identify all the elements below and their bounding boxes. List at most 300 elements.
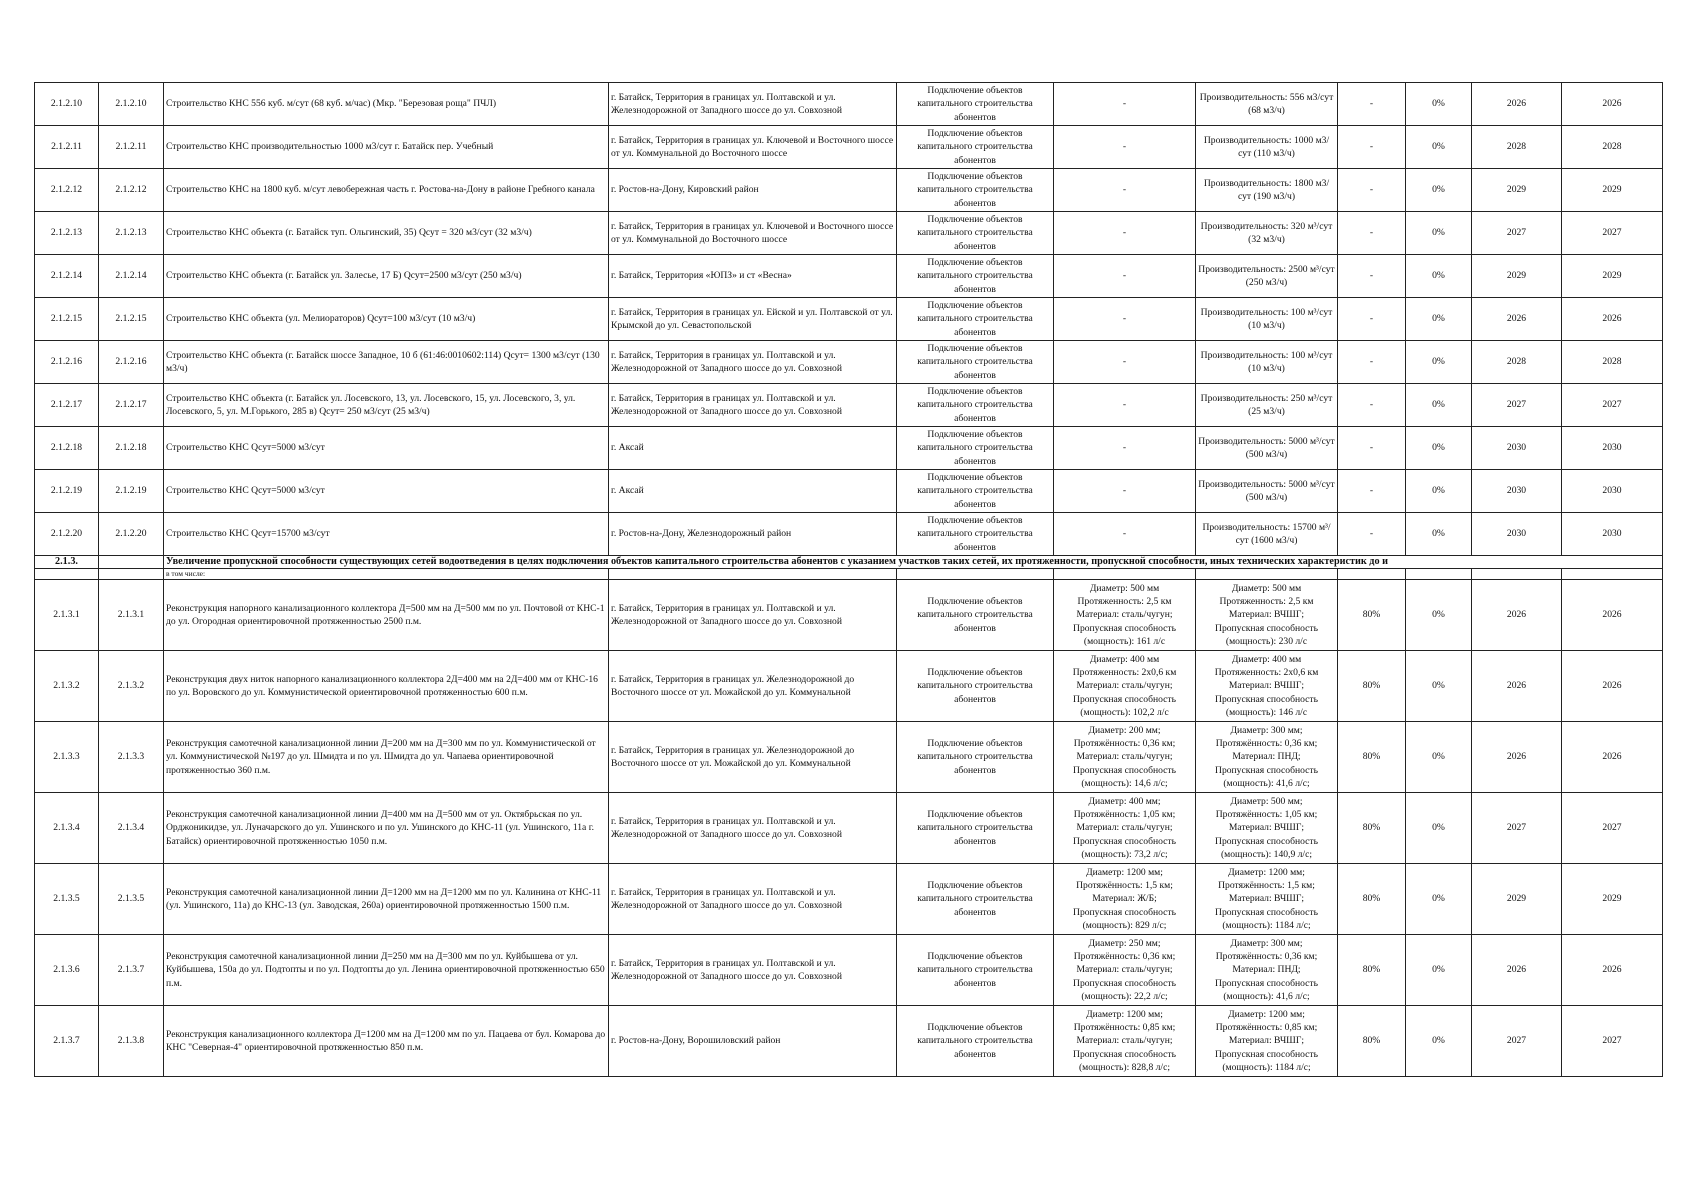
item-year-start: 2029 bbox=[1472, 864, 1562, 935]
item-after-line: Протяжённость: 1,5 км; bbox=[1218, 880, 1315, 892]
item-wear: 80% bbox=[1338, 580, 1406, 651]
item-location: г. Аксай bbox=[609, 470, 897, 513]
item-after-line: Пропускная способность bbox=[1215, 764, 1318, 776]
item-name: Строительство КНС объекта (г. Батайск туп. Ольгинский, 35) Qсут = 320 м3/сут (32 м3/ч) bbox=[164, 212, 609, 255]
item-before-line: Диаметр: 400 мм; bbox=[1088, 795, 1161, 807]
item-location: г. Батайск, Территория в границах ул. Полтавской и ул. Железнодорожной от Западного шоссе до ул. Совхозной bbox=[609, 341, 897, 384]
item-after-line: Диаметр: 500 мм bbox=[1231, 582, 1302, 594]
item-location: г. Батайск, Территория в границах ул. Ключевой и Восточного шоссе от ул. Коммунальной до Восточного шоссе bbox=[609, 126, 897, 169]
table-row bbox=[35, 651, 1663, 722]
item-code: 2.1.2.16 bbox=[99, 341, 164, 384]
section-sub-empty-4 bbox=[897, 569, 1054, 580]
item-purpose: Подключение объектов капитального строительства абонентов bbox=[897, 212, 1054, 255]
item-after-line: (мощность): 146 л/с bbox=[1225, 706, 1308, 718]
item-percent: 0% bbox=[1406, 83, 1472, 126]
item-before-line: Пропускная способность bbox=[1073, 977, 1176, 989]
item-year-start: 2027 bbox=[1472, 1006, 1562, 1077]
item-after-line: (мощность): 1184 л/с; bbox=[1222, 1061, 1311, 1073]
table-row bbox=[35, 341, 1663, 384]
item-before bbox=[1054, 580, 1196, 651]
item-percent: 0% bbox=[1406, 341, 1472, 384]
item-number: 2.1.3.1 bbox=[35, 580, 99, 651]
item-after: Производительность: 2500 м³/сут (250 м3/ч) bbox=[1196, 255, 1338, 298]
item-year-start: 2028 bbox=[1472, 341, 1562, 384]
item-code: 2.1.2.15 bbox=[99, 298, 164, 341]
item-before: - bbox=[1054, 255, 1196, 298]
item-number: 2.1.2.20 bbox=[35, 513, 99, 556]
item-wear: 80% bbox=[1338, 793, 1406, 864]
item-year-start: 2026 bbox=[1472, 651, 1562, 722]
item-code: 2.1.2.17 bbox=[99, 384, 164, 427]
item-before-line: Материал: Ж/Б; bbox=[1092, 893, 1157, 905]
item-before: - bbox=[1054, 83, 1196, 126]
item-percent: 0% bbox=[1406, 1006, 1472, 1077]
section-header bbox=[35, 556, 1663, 580]
item-before-line: Материал: сталь/чугун; bbox=[1076, 609, 1173, 621]
section-sub-empty-1 bbox=[35, 569, 99, 580]
item-wear: 80% bbox=[1338, 864, 1406, 935]
item-year-end: 2027 bbox=[1562, 1006, 1663, 1077]
item-after-line: Материал: ПНД; bbox=[1232, 751, 1301, 763]
table-body-reconstruction bbox=[35, 580, 1663, 1077]
item-before-line: Протяжённость: 0,36 км; bbox=[1073, 951, 1176, 963]
item-year-end: 2026 bbox=[1562, 298, 1663, 341]
item-wear: - bbox=[1338, 298, 1406, 341]
item-before: - bbox=[1054, 427, 1196, 470]
item-year-end: 2026 bbox=[1562, 651, 1663, 722]
item-after-line: Пропускная способность bbox=[1215, 835, 1318, 847]
table-row bbox=[35, 864, 1663, 935]
item-number: 2.1.3.2 bbox=[35, 651, 99, 722]
section-empty-cell bbox=[99, 556, 164, 569]
item-after: Производительность: 5000 м³/сут (500 м3/ч) bbox=[1196, 470, 1338, 513]
item-number: 2.1.3.6 bbox=[35, 935, 99, 1006]
item-after-line: (мощность): 41,6 л/с; bbox=[1223, 990, 1310, 1002]
item-before bbox=[1054, 793, 1196, 864]
item-after-line: Пропускная способность bbox=[1215, 1048, 1318, 1060]
item-before-line: Материал: сталь/чугун; bbox=[1076, 1035, 1173, 1047]
item-before: - bbox=[1054, 212, 1196, 255]
item-after-line: Материал: ВЧШГ; bbox=[1228, 609, 1305, 621]
item-purpose: Подключение объектов капитального строительства абонентов bbox=[897, 169, 1054, 212]
item-before-line: Пропускная способность bbox=[1073, 693, 1176, 705]
item-name: Реконструкция самотечной канализационной линии Д=200 мм на Д=300 мм по ул. Коммунистической от ул. Коммунистической №197 до ул. Шмидта и по ул. Шмидта до ул. Чапаева ориентировочной протяженностью 360 п.м. bbox=[164, 722, 609, 793]
item-percent: 0% bbox=[1406, 126, 1472, 169]
item-after bbox=[1196, 580, 1338, 651]
item-after-line: Диаметр: 500 мм; bbox=[1230, 795, 1303, 807]
item-after-line: Диаметр: 1200 мм; bbox=[1228, 1008, 1305, 1020]
item-before bbox=[1054, 1006, 1196, 1077]
item-code: 2.1.3.2 bbox=[99, 651, 164, 722]
item-percent: 0% bbox=[1406, 864, 1472, 935]
item-after-line: Материал: ВЧШГ; bbox=[1228, 893, 1305, 905]
item-percent: 0% bbox=[1406, 793, 1472, 864]
item-year-end: 2027 bbox=[1562, 793, 1663, 864]
item-name: Строительство КНС объекта (г. Батайск ул. Лосевского, 13, ул. Лосевского, 15, ул. Лосевского, 3, ул. Лосевского, 5, ул. М.Горького, 285 в) Qсут= 250 м3/сут (25 м3/ч) bbox=[164, 384, 609, 427]
item-year-end: 2027 bbox=[1562, 212, 1663, 255]
item-after: Производительность: 15700 м³/сут (1600 м3/ч) bbox=[1196, 513, 1338, 556]
item-before: - bbox=[1054, 513, 1196, 556]
item-location: г. Батайск, Территория в границах ул. Полтавской и ул. Железнодорожной от Западного шоссе до ул. Совхозной bbox=[609, 935, 897, 1006]
item-year-start: 2030 bbox=[1472, 427, 1562, 470]
item-percent: 0% bbox=[1406, 427, 1472, 470]
item-before-line: (мощность): 828,8 л/с; bbox=[1078, 1061, 1171, 1073]
item-before-line: Пропускная способность bbox=[1073, 622, 1176, 634]
item-wear: - bbox=[1338, 341, 1406, 384]
item-location: г. Батайск, Территория в границах ул. Полтавской и ул. Железнодорожной от Западного шоссе до ул. Совхозной bbox=[609, 580, 897, 651]
item-before bbox=[1054, 722, 1196, 793]
item-after-line: Диаметр: 300 мм; bbox=[1230, 937, 1303, 949]
item-purpose: Подключение объектов капитального строительства абонентов bbox=[897, 384, 1054, 427]
item-wear: - bbox=[1338, 470, 1406, 513]
item-before-line: Протяжённость: 0,36 км; bbox=[1073, 738, 1176, 750]
item-purpose: Подключение объектов капитального строительства абонентов bbox=[897, 580, 1054, 651]
item-location: г. Ростов-на-Дону, Железнодорожный район bbox=[609, 513, 897, 556]
item-year-start: 2030 bbox=[1472, 513, 1562, 556]
item-before: - bbox=[1054, 298, 1196, 341]
item-wear: 80% bbox=[1338, 722, 1406, 793]
item-wear: - bbox=[1338, 212, 1406, 255]
item-after-line: Протяжённость: 0,36 км; bbox=[1215, 951, 1318, 963]
item-purpose: Подключение объектов капитального строительства абонентов bbox=[897, 427, 1054, 470]
item-after-line: Диаметр: 1200 мм; bbox=[1228, 866, 1305, 878]
item-wear: - bbox=[1338, 255, 1406, 298]
item-after-line: Протяженность: 2х0,6 км bbox=[1214, 667, 1319, 679]
item-purpose: Подключение объектов капитального строительства абонентов bbox=[897, 83, 1054, 126]
item-wear: - bbox=[1338, 126, 1406, 169]
item-wear: - bbox=[1338, 513, 1406, 556]
item-year-end: 2029 bbox=[1562, 169, 1663, 212]
item-after bbox=[1196, 864, 1338, 935]
item-wear: - bbox=[1338, 427, 1406, 470]
table-row bbox=[35, 580, 1663, 651]
section-sub-empty-9 bbox=[1472, 569, 1562, 580]
item-before-line: Диаметр: 200 мм; bbox=[1088, 724, 1161, 736]
item-purpose: Подключение объектов капитального строительства абонентов bbox=[897, 470, 1054, 513]
item-year-start: 2027 bbox=[1472, 793, 1562, 864]
item-after-line: Диаметр: 400 мм bbox=[1231, 653, 1302, 665]
item-purpose: Подключение объектов капитального строительства абонентов bbox=[897, 255, 1054, 298]
item-before-line: Протяжённость: 1,05 км; bbox=[1073, 809, 1176, 821]
item-name: Строительство КНС объекта (ул. Мелиораторов) Qсут=100 м3/сут (10 м3/ч) bbox=[164, 298, 609, 341]
item-before: - bbox=[1054, 126, 1196, 169]
item-year-end: 2028 bbox=[1562, 126, 1663, 169]
item-after: Производительность: 5000 м³/сут (500 м3/ч) bbox=[1196, 427, 1338, 470]
item-number: 2.1.2.18 bbox=[35, 427, 99, 470]
item-name: Строительство КНС 556 куб. м/сут (68 куб. м/час) (Мкр. "Березовая роща" ПЧЛ) bbox=[164, 83, 609, 126]
item-year-end: 2027 bbox=[1562, 384, 1663, 427]
item-purpose: Подключение объектов капитального строительства абонентов bbox=[897, 341, 1054, 384]
item-before bbox=[1054, 935, 1196, 1006]
item-wear: 80% bbox=[1338, 935, 1406, 1006]
item-after: Производительность: 100 м³/сут (10 м3/ч) bbox=[1196, 341, 1338, 384]
table-row bbox=[35, 513, 1663, 556]
section-sub-empty-10 bbox=[1562, 569, 1663, 580]
item-before-line: Протяженность: 2,5 км bbox=[1077, 596, 1172, 608]
item-before-line: Материал: сталь/чугун; bbox=[1076, 822, 1173, 834]
item-after-line: Материал: ВЧШГ; bbox=[1228, 1035, 1305, 1047]
item-after-line: Материал: ВЧШГ; bbox=[1228, 822, 1305, 834]
item-after-line: Протяженность: 2,5 км bbox=[1219, 596, 1314, 608]
item-name: Строительство КНС Qсут=15700 м3/сут bbox=[164, 513, 609, 556]
item-after-line: (мощность): 41,6 л/с; bbox=[1223, 777, 1310, 789]
item-before: - bbox=[1054, 470, 1196, 513]
item-year-start: 2029 bbox=[1472, 255, 1562, 298]
item-code: 2.1.3.8 bbox=[99, 1006, 164, 1077]
item-percent: 0% bbox=[1406, 651, 1472, 722]
item-before-line: Диаметр: 500 мм bbox=[1089, 582, 1160, 594]
item-year-start: 2026 bbox=[1472, 580, 1562, 651]
item-location: г. Ростов-на-Дону, Кировский район bbox=[609, 169, 897, 212]
item-after bbox=[1196, 722, 1338, 793]
table-body-kns bbox=[35, 83, 1663, 556]
item-year-start: 2030 bbox=[1472, 470, 1562, 513]
item-code: 2.1.3.7 bbox=[99, 935, 164, 1006]
item-location: г. Батайск, Территория «ЮПЗ» и ст «Весна» bbox=[609, 255, 897, 298]
section-subtitle: в том числе: bbox=[164, 569, 609, 580]
item-before-line: (мощность): 14,6 л/с; bbox=[1081, 777, 1168, 789]
item-number: 2.1.2.15 bbox=[35, 298, 99, 341]
item-percent: 0% bbox=[1406, 169, 1472, 212]
item-purpose: Подключение объектов капитального строительства абонентов bbox=[897, 722, 1054, 793]
item-name: Строительство КНС объекта (г. Батайск шоссе Западное, 10 б (61:46:0010602:114) Qсут= 1300 м3/сут (130 м3/ч) bbox=[164, 341, 609, 384]
section-sub-empty-2 bbox=[99, 569, 164, 580]
item-name: Строительство КНС на 1800 куб. м/сут левобережная часть г. Ростова-на-Дону в районе Гребного канала bbox=[164, 169, 609, 212]
item-before-line: Пропускная способность bbox=[1073, 906, 1176, 918]
item-number: 2.1.2.19 bbox=[35, 470, 99, 513]
item-percent: 0% bbox=[1406, 255, 1472, 298]
item-year-start: 2026 bbox=[1472, 83, 1562, 126]
item-name: Строительство КНС Qсут=5000 м3/сут bbox=[164, 470, 609, 513]
item-before-line: Диаметр: 1200 мм; bbox=[1086, 1008, 1163, 1020]
item-before-line: Диаметр: 400 мм bbox=[1089, 653, 1160, 665]
section-sub-empty-6 bbox=[1196, 569, 1338, 580]
item-after: Производительность: 556 м3/сут (68 м3/ч) bbox=[1196, 83, 1338, 126]
item-name: Реконструкция самотечной канализационной линии Д=400 мм на Д=500 мм от ул. Октябрьская по ул. Орджоникидзе, ул. Луначарского до ул. Ушинского и по ул. Ушинского до КНС-11 (ул. Ушинского, 11а г. Батайск) ориентировочной протяженностью 1050 п.м. bbox=[164, 793, 609, 864]
item-location: г. Батайск, Территория в границах ул. Полтавской и ул. Железнодорожной от Западного шоссе до ул. Совхозной bbox=[609, 83, 897, 126]
item-before-line: Диаметр: 250 мм; bbox=[1088, 937, 1161, 949]
item-year-start: 2027 bbox=[1472, 384, 1562, 427]
item-name: Реконструкция двух ниток напорного канализационного коллектора 2Д=400 мм на 2Д=400 мм от КНС-16 по ул. Воровского до ул. Коммунистической ориентировочной протяженностью 600 п.м. bbox=[164, 651, 609, 722]
item-after-line: Пропускная способность bbox=[1215, 622, 1318, 634]
item-before-line: (мощность): 22,2 л/с; bbox=[1081, 990, 1168, 1002]
table-row bbox=[35, 384, 1663, 427]
item-code: 2.1.2.18 bbox=[99, 427, 164, 470]
item-percent: 0% bbox=[1406, 580, 1472, 651]
item-purpose: Подключение объектов капитального строительства абонентов bbox=[897, 793, 1054, 864]
table-row bbox=[35, 83, 1663, 126]
item-number: 2.1.3.5 bbox=[35, 864, 99, 935]
item-code: 2.1.3.5 bbox=[99, 864, 164, 935]
item-name: Реконструкция самотечной канализационной линии Д=250 мм на Д=300 мм по ул. Куйбышева от ул. Куйбышева, 150а до ул. Подтопты и по ул. Подтопты до ул. Ленина ориентировочной протяженностью 650 п.м. bbox=[164, 935, 609, 1006]
item-name: Строительство КНС Qсут=5000 м3/сут bbox=[164, 427, 609, 470]
item-after-line: Пропускная способность bbox=[1215, 693, 1318, 705]
item-after: Производительность: 100 м³/сут (10 м3/ч) bbox=[1196, 298, 1338, 341]
document-sheet bbox=[34, 82, 1662, 1077]
item-percent: 0% bbox=[1406, 298, 1472, 341]
item-number: 2.1.2.16 bbox=[35, 341, 99, 384]
item-after-line: Пропускная способность bbox=[1215, 906, 1318, 918]
item-before: - bbox=[1054, 169, 1196, 212]
item-year-end: 2026 bbox=[1562, 580, 1663, 651]
item-after bbox=[1196, 935, 1338, 1006]
item-year-end: 2028 bbox=[1562, 341, 1663, 384]
item-after-line: Материал: ВЧШГ; bbox=[1228, 680, 1305, 692]
item-year-end: 2026 bbox=[1562, 935, 1663, 1006]
item-location: г. Аксай bbox=[609, 427, 897, 470]
item-code: 2.1.2.14 bbox=[99, 255, 164, 298]
item-before-line: Материал: сталь/чугун; bbox=[1076, 964, 1173, 976]
item-number: 2.1.2.13 bbox=[35, 212, 99, 255]
table-row bbox=[35, 722, 1663, 793]
item-year-end: 2029 bbox=[1562, 255, 1663, 298]
item-location: г. Батайск, Территория в границах ул. Полтавской и ул. Железнодорожной от Западного шоссе до ул. Совхозной bbox=[609, 864, 897, 935]
item-year-end: 2026 bbox=[1562, 83, 1663, 126]
item-code: 2.1.2.11 bbox=[99, 126, 164, 169]
item-purpose: Подключение объектов капитального строительства абонентов bbox=[897, 298, 1054, 341]
item-before-line: Протяжённость: 1,5 км; bbox=[1076, 880, 1173, 892]
item-year-start: 2029 bbox=[1472, 169, 1562, 212]
item-before-line: Протяжённость: 0,85 км; bbox=[1073, 1022, 1176, 1034]
item-after: Производительность: 1000 м3/сут (110 м3/ч) bbox=[1196, 126, 1338, 169]
item-before-line: (мощность): 102,2 л/с bbox=[1080, 706, 1169, 718]
item-year-end: 2030 bbox=[1562, 513, 1663, 556]
item-before-line: Пропускная способность bbox=[1073, 835, 1176, 847]
item-purpose: Подключение объектов капитального строительства абонентов bbox=[897, 935, 1054, 1006]
item-year-start: 2026 bbox=[1472, 935, 1562, 1006]
item-after-line: (мощность): 140,9 л/с; bbox=[1220, 848, 1313, 860]
item-after-line: Материал: ПНД; bbox=[1232, 964, 1301, 976]
item-year-end: 2029 bbox=[1562, 864, 1663, 935]
item-after bbox=[1196, 1006, 1338, 1077]
item-location: г. Ростов-на-Дону, Ворошиловский район bbox=[609, 1006, 897, 1077]
item-wear: - bbox=[1338, 169, 1406, 212]
item-purpose: Подключение объектов капитального строительства абонентов bbox=[897, 651, 1054, 722]
item-code: 2.1.2.12 bbox=[99, 169, 164, 212]
section-sub-empty-8 bbox=[1406, 569, 1472, 580]
table-row bbox=[35, 427, 1663, 470]
item-wear: - bbox=[1338, 384, 1406, 427]
item-location: г. Батайск, Территория в границах ул. Полтавской и ул. Железнодорожной от Западного шоссе до ул. Совхозной bbox=[609, 384, 897, 427]
item-number: 2.1.3.4 bbox=[35, 793, 99, 864]
item-after-line: Протяжённость: 1,05 км; bbox=[1215, 809, 1318, 821]
item-percent: 0% bbox=[1406, 722, 1472, 793]
item-year-end: 2030 bbox=[1562, 427, 1663, 470]
item-number: 2.1.3.3 bbox=[35, 722, 99, 793]
item-wear: 80% bbox=[1338, 1006, 1406, 1077]
item-code: 2.1.3.3 bbox=[99, 722, 164, 793]
item-name: Строительство КНС производительностью 1000 м3/сут г. Батайск пер. Учебный bbox=[164, 126, 609, 169]
item-code: 2.1.3.1 bbox=[99, 580, 164, 651]
item-percent: 0% bbox=[1406, 513, 1472, 556]
item-location: г. Батайск, Территория в границах ул. Железнодорожной до Восточного шоссе от ул. Можайской до ул. Коммунальной bbox=[609, 651, 897, 722]
item-purpose: Подключение объектов капитального строительства абонентов bbox=[897, 126, 1054, 169]
section-sub-empty-7 bbox=[1338, 569, 1406, 580]
section-title: Увеличение пропускной способности существующих сетей водоотведения в целях подключения объектов капитального строительства абонентов с указанием участков таких сетей, их протяженности, пропускной способности, иных технических характеристик до и bbox=[164, 556, 1663, 569]
item-percent: 0% bbox=[1406, 935, 1472, 1006]
item-before-line: Материал: сталь/чугун; bbox=[1076, 680, 1173, 692]
item-after-line: Пропускная способность bbox=[1215, 977, 1318, 989]
item-purpose: Подключение объектов капитального строительства абонентов bbox=[897, 864, 1054, 935]
section-code: 2.1.3. bbox=[35, 556, 99, 569]
item-purpose: Подключение объектов капитального строительства абонентов bbox=[897, 1006, 1054, 1077]
item-before-line: Пропускная способность bbox=[1073, 764, 1176, 776]
item-number: 2.1.2.12 bbox=[35, 169, 99, 212]
table-row bbox=[35, 255, 1663, 298]
item-year-start: 2026 bbox=[1472, 298, 1562, 341]
item-after bbox=[1196, 793, 1338, 864]
item-after-line: Диаметр: 300 мм; bbox=[1230, 724, 1303, 736]
item-after-line: (мощность): 1184 л/с; bbox=[1222, 919, 1311, 931]
item-year-start: 2027 bbox=[1472, 212, 1562, 255]
section-sub-empty-5 bbox=[1054, 569, 1196, 580]
item-after: Производительность: 320 м³/сут (32 м3/ч) bbox=[1196, 212, 1338, 255]
item-percent: 0% bbox=[1406, 212, 1472, 255]
item-after: Производительность: 1800 м3/сут (190 м3/ч) bbox=[1196, 169, 1338, 212]
item-location: г. Батайск, Территория в границах ул. Полтавской и ул. Железнодорожной от Западного шоссе до ул. Совхозной bbox=[609, 793, 897, 864]
table-row bbox=[35, 1006, 1663, 1077]
item-name: Реконструкция напорного канализационного коллектора Д=500 мм на Д=500 мм по ул. Почтовой от КНС-1 до ул. Огородная ориентировочной протяженностью 2500 п.м. bbox=[164, 580, 609, 651]
item-after bbox=[1196, 651, 1338, 722]
table-row bbox=[35, 793, 1663, 864]
section-sub-empty-3 bbox=[609, 569, 897, 580]
item-code: 2.1.2.19 bbox=[99, 470, 164, 513]
item-before bbox=[1054, 651, 1196, 722]
item-before-line: Пропускная способность bbox=[1073, 1048, 1176, 1060]
table-row bbox=[35, 298, 1663, 341]
item-year-end: 2026 bbox=[1562, 722, 1663, 793]
item-year-start: 2028 bbox=[1472, 126, 1562, 169]
item-year-end: 2030 bbox=[1562, 470, 1663, 513]
item-number: 2.1.3.7 bbox=[35, 1006, 99, 1077]
table-row bbox=[35, 935, 1663, 1006]
item-code: 2.1.2.20 bbox=[99, 513, 164, 556]
item-location: г. Батайск, Территория в границах ул. Ключевой и Восточного шоссе от ул. Коммунальной до Восточного шоссе bbox=[609, 212, 897, 255]
table-row bbox=[35, 126, 1663, 169]
item-number: 2.1.2.10 bbox=[35, 83, 99, 126]
item-name: Реконструкция самотечной канализационной линии Д=1200 мм на Д=1200 мм по ул. Калинина от КНС-11 (ул. Ушинского, 11а) до КНС-13 (ул. Заводская, 260а) ориентировочной протяженностью 1500 п.м. bbox=[164, 864, 609, 935]
item-before: - bbox=[1054, 341, 1196, 384]
item-number: 2.1.2.17 bbox=[35, 384, 99, 427]
item-before-line: (мощность): 161 л/с bbox=[1083, 635, 1166, 647]
item-after-line: Протяжённость: 0,85 км; bbox=[1215, 1022, 1318, 1034]
item-before-line: Протяженность: 2х0,6 км bbox=[1072, 667, 1177, 679]
item-before: - bbox=[1054, 384, 1196, 427]
investment-program-table bbox=[34, 82, 1663, 1077]
item-before-line: (мощность): 829 л/с; bbox=[1082, 919, 1167, 931]
item-before-line: (мощность): 73,2 л/с; bbox=[1081, 848, 1168, 860]
item-before-line: Материал: сталь/чугун; bbox=[1076, 751, 1173, 763]
table-row bbox=[35, 470, 1663, 513]
item-wear: - bbox=[1338, 83, 1406, 126]
table-row bbox=[35, 169, 1663, 212]
item-name: Реконструкция канализационного коллектора Д=1200 мм на Д=1200 мм по ул. Пацаева от бул. Комарова до КНС "Северная-4" ориентировочной протяженностью 850 п.м. bbox=[164, 1006, 609, 1077]
item-purpose: Подключение объектов капитального строительства абонентов bbox=[897, 513, 1054, 556]
item-code: 2.1.3.4 bbox=[99, 793, 164, 864]
item-number: 2.1.2.14 bbox=[35, 255, 99, 298]
item-location: г. Батайск, Территория в границах ул. Ейской и ул. Полтавской от ул. Крымской до ул. Севастопольской bbox=[609, 298, 897, 341]
item-code: 2.1.2.13 bbox=[99, 212, 164, 255]
item-location: г. Батайск, Территория в границах ул. Железнодорожной до Восточного шоссе от ул. Можайской до ул. Коммунальной bbox=[609, 722, 897, 793]
item-wear: 80% bbox=[1338, 651, 1406, 722]
item-after-line: Протяжённость: 0,36 км; bbox=[1215, 738, 1318, 750]
item-after: Производительность: 250 м³/сут (25 м3/ч) bbox=[1196, 384, 1338, 427]
item-before bbox=[1054, 864, 1196, 935]
table-row bbox=[35, 212, 1663, 255]
item-number: 2.1.2.11 bbox=[35, 126, 99, 169]
item-after-line: (мощность): 230 л/с bbox=[1225, 635, 1308, 647]
item-before-line: Диаметр: 1200 мм; bbox=[1086, 866, 1163, 878]
